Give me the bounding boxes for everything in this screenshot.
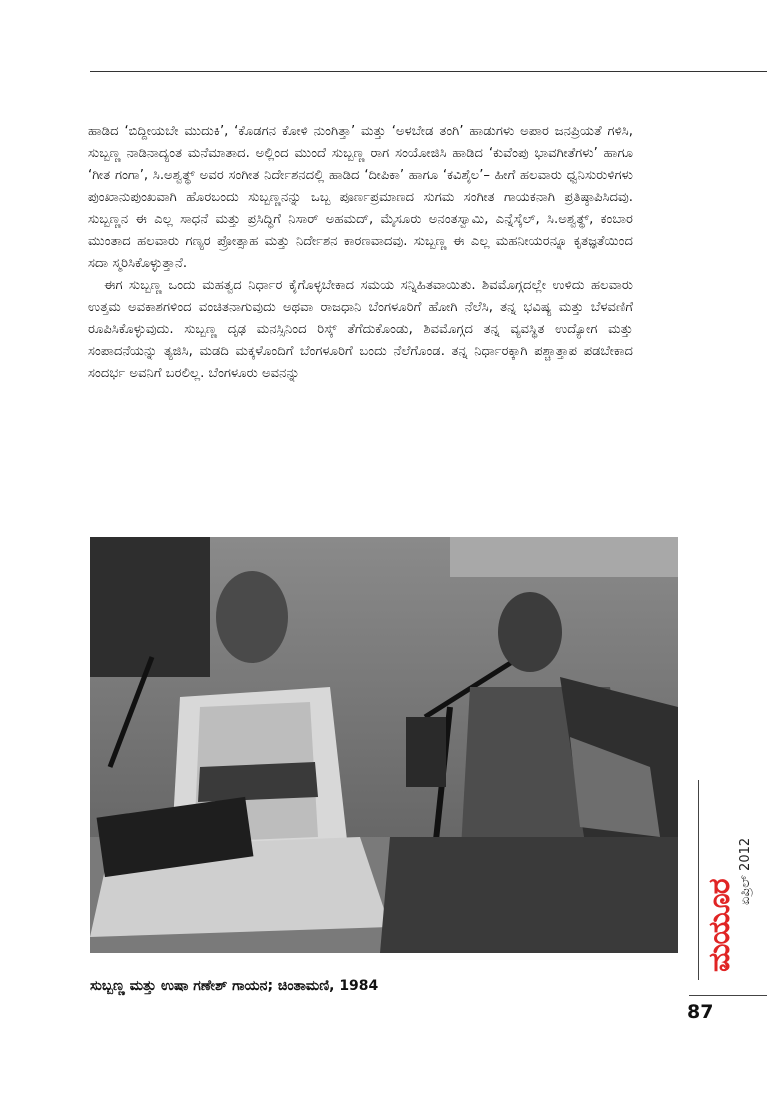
magazine-logo: ಮಯೂರ [702, 879, 737, 972]
photo-caption: ಸುಬ್ಬಣ್ಣ ಮತ್ತು ಉಷಾ ಗಣೇಶ್ ಗಾಯನ; ಚಿಂತಾಮಣಿ, 1984 [90, 978, 379, 994]
page-number: 87 [687, 1001, 714, 1023]
photo-illustration [90, 537, 678, 953]
article-paragraph: ಈಗ ಸುಬ್ಬಣ್ಣ ಒಂದು ಮಹತ್ವದ ನಿರ್ಧಾರ ಕೈಗೊಳ್ಳಬೇಕಾದ ಸಮಯ ಸನ್ನಿಹಿತವಾಯಿತು. ಶಿವಮೊಗ್ಗದಲ್ಲೇ ಉಳಿದು ಹಲವಾರು ಉತ್ತಮ ಅವಕಾಶಗಳಿಂದ ವಂಚಿತನಾಗುವುದು ಅಥವಾ ರಾಜಧಾನಿ ಬೆಂಗಳೂರಿಗೆ ಹೋಗಿ ನೆಲೆಸಿ, ತನ್ನ ಭವಿಷ್ಯ ಮತ್ತು ಬೆಳವಣಿಗೆ ರೂಪಿಸಿಕೊಳ್ಳುವುದು. ಸುಬ್ಬಣ್ಣ ದೃಢ ಮನಸ್ಸಿನಿಂದ ರಿಸ್ಕ್ ತೆಗೆದುಕೊಂಡು, ಶಿವಮೊಗ್ಗದ ತನ್ನ ವ್ಯವಸ್ಥಿತ ಉದ್ಯೋಗ ಮತ್ತು ಸಂಪಾದನೆಯನ್ನು ತ್ಯಜಿಸಿ, ಮಡದಿ ಮಕ್ಕಳೊಂದಿಗೆ ಬೆಂಗಳೂರಿಗೆ ಬಂದು ನೆಲೆಗೊಂಡ. ತನ್ನ ನಿರ್ಧಾರಕ್ಕಾಗಿ ಪಶ್ಚಾತ್ತಾಪ ಪಡಬೇಕಾದ ಸಂದರ್ಭ ಅವನಿಗೆ ಬರಲಿಲ್ಲ. ಬೆಂಗಳೂರು ಅವನನ್ನು [88, 278, 633, 381]
masthead [690, 780, 766, 990]
article-paragraph: ಹಾಡಿದ ‘ಬಿದ್ದೀಯಬೇ ಮುದುಕಿ’, ‘ಕೊಡಗನ ಕೋಳಿ ನುಂಗಿತ್ತಾ’ ಮತ್ತು ‘ಅಳಬೇಡ ತಂಗಿ’ ಹಾಡುಗಳು ಅಪಾರ ಜನಪ್ರಿಯತೆ ಗಳಿಸಿ, ಸುಬ್ಬಣ್ಣ ನಾಡಿನಾದ್ಯಂತ ಮನೆಮಾತಾದ. ಅಲ್ಲಿಂದ ಮುಂದೆ ಸುಬ್ಬಣ್ಣ ರಾಗ ಸಂಯೋಜಿಸಿ ಹಾಡಿದ ‘ಕುವೆಂಪು ಭಾವಗೀತೆಗಳು’ ಹಾಗೂ ‘ಗೀತ ಗಂಗಾ’, ಸಿ.ಅಶ್ವತ್ಥ್ ಅವರ ಸಂಗೀತ ನಿರ್ದೇಶನದಲ್ಲಿ ಹಾಡಿದ ‘ದೀಪಿಕಾ’ ಹಾಗೂ ‘ಕವಿಶೈಲ’– ಹೀಗೆ ಹಲವಾರು ಧ್ವನಿಸುರುಳಿಗಳು ಪುಂಖಾನುಪುಂಖವಾಗಿ ಹೊರಬಂದು ಸುಬ್ಬಣ್ಣನನ್ನು ಒಬ್ಬ ಪೂರ್ಣಪ್ರಮಾಣದ ಸುಗಮ ಸಂಗೀತ ಗಾಯಕನಾಗಿ ಪ್ರತಿಷ್ಠಾಪಿಸಿದವು. ಸುಬ್ಬಣ್ಣನ ಈ ಎಲ್ಲ ಸಾಧನೆ ಮತ್ತು ಪ್ರಸಿದ್ಧಿಗೆ ನಿಸಾರ್ ಅಹಮದ್, ಮೈಸೂರು ಅನಂತಸ್ವಾಮಿ, ಎನ್ನೆಸ್ಕೆಲ್, ಸಿ.ಅಶ್ವತ್ಥ್, ಕಂಬಾರ ಮುಂತಾದ ಹಲವಾರು ಗಣ್ಯರ ಪ್ರೋತ್ಸಾಹ ಮತ್ತು ನಿರ್ದೇಶನ ಕಾರಣವಾದವು. ಸುಬ್ಬಣ್ಣ ಈ ಎಲ್ಲ ಮಹನೀಯರನ್ನೂ ಕೃತಜ್ಞತೆಯಿಂದ ಸದಾ ಸ್ಮರಿಸಿಕೊಳ್ಳುತ್ತಾನೆ. [88, 124, 633, 271]
photograph [90, 537, 678, 953]
issue-date: ಏಪ್ರಿಲ್ 2012 [738, 837, 753, 905]
article-body [88, 121, 633, 385]
page-rule [689, 995, 767, 996]
top-rule [90, 71, 767, 72]
